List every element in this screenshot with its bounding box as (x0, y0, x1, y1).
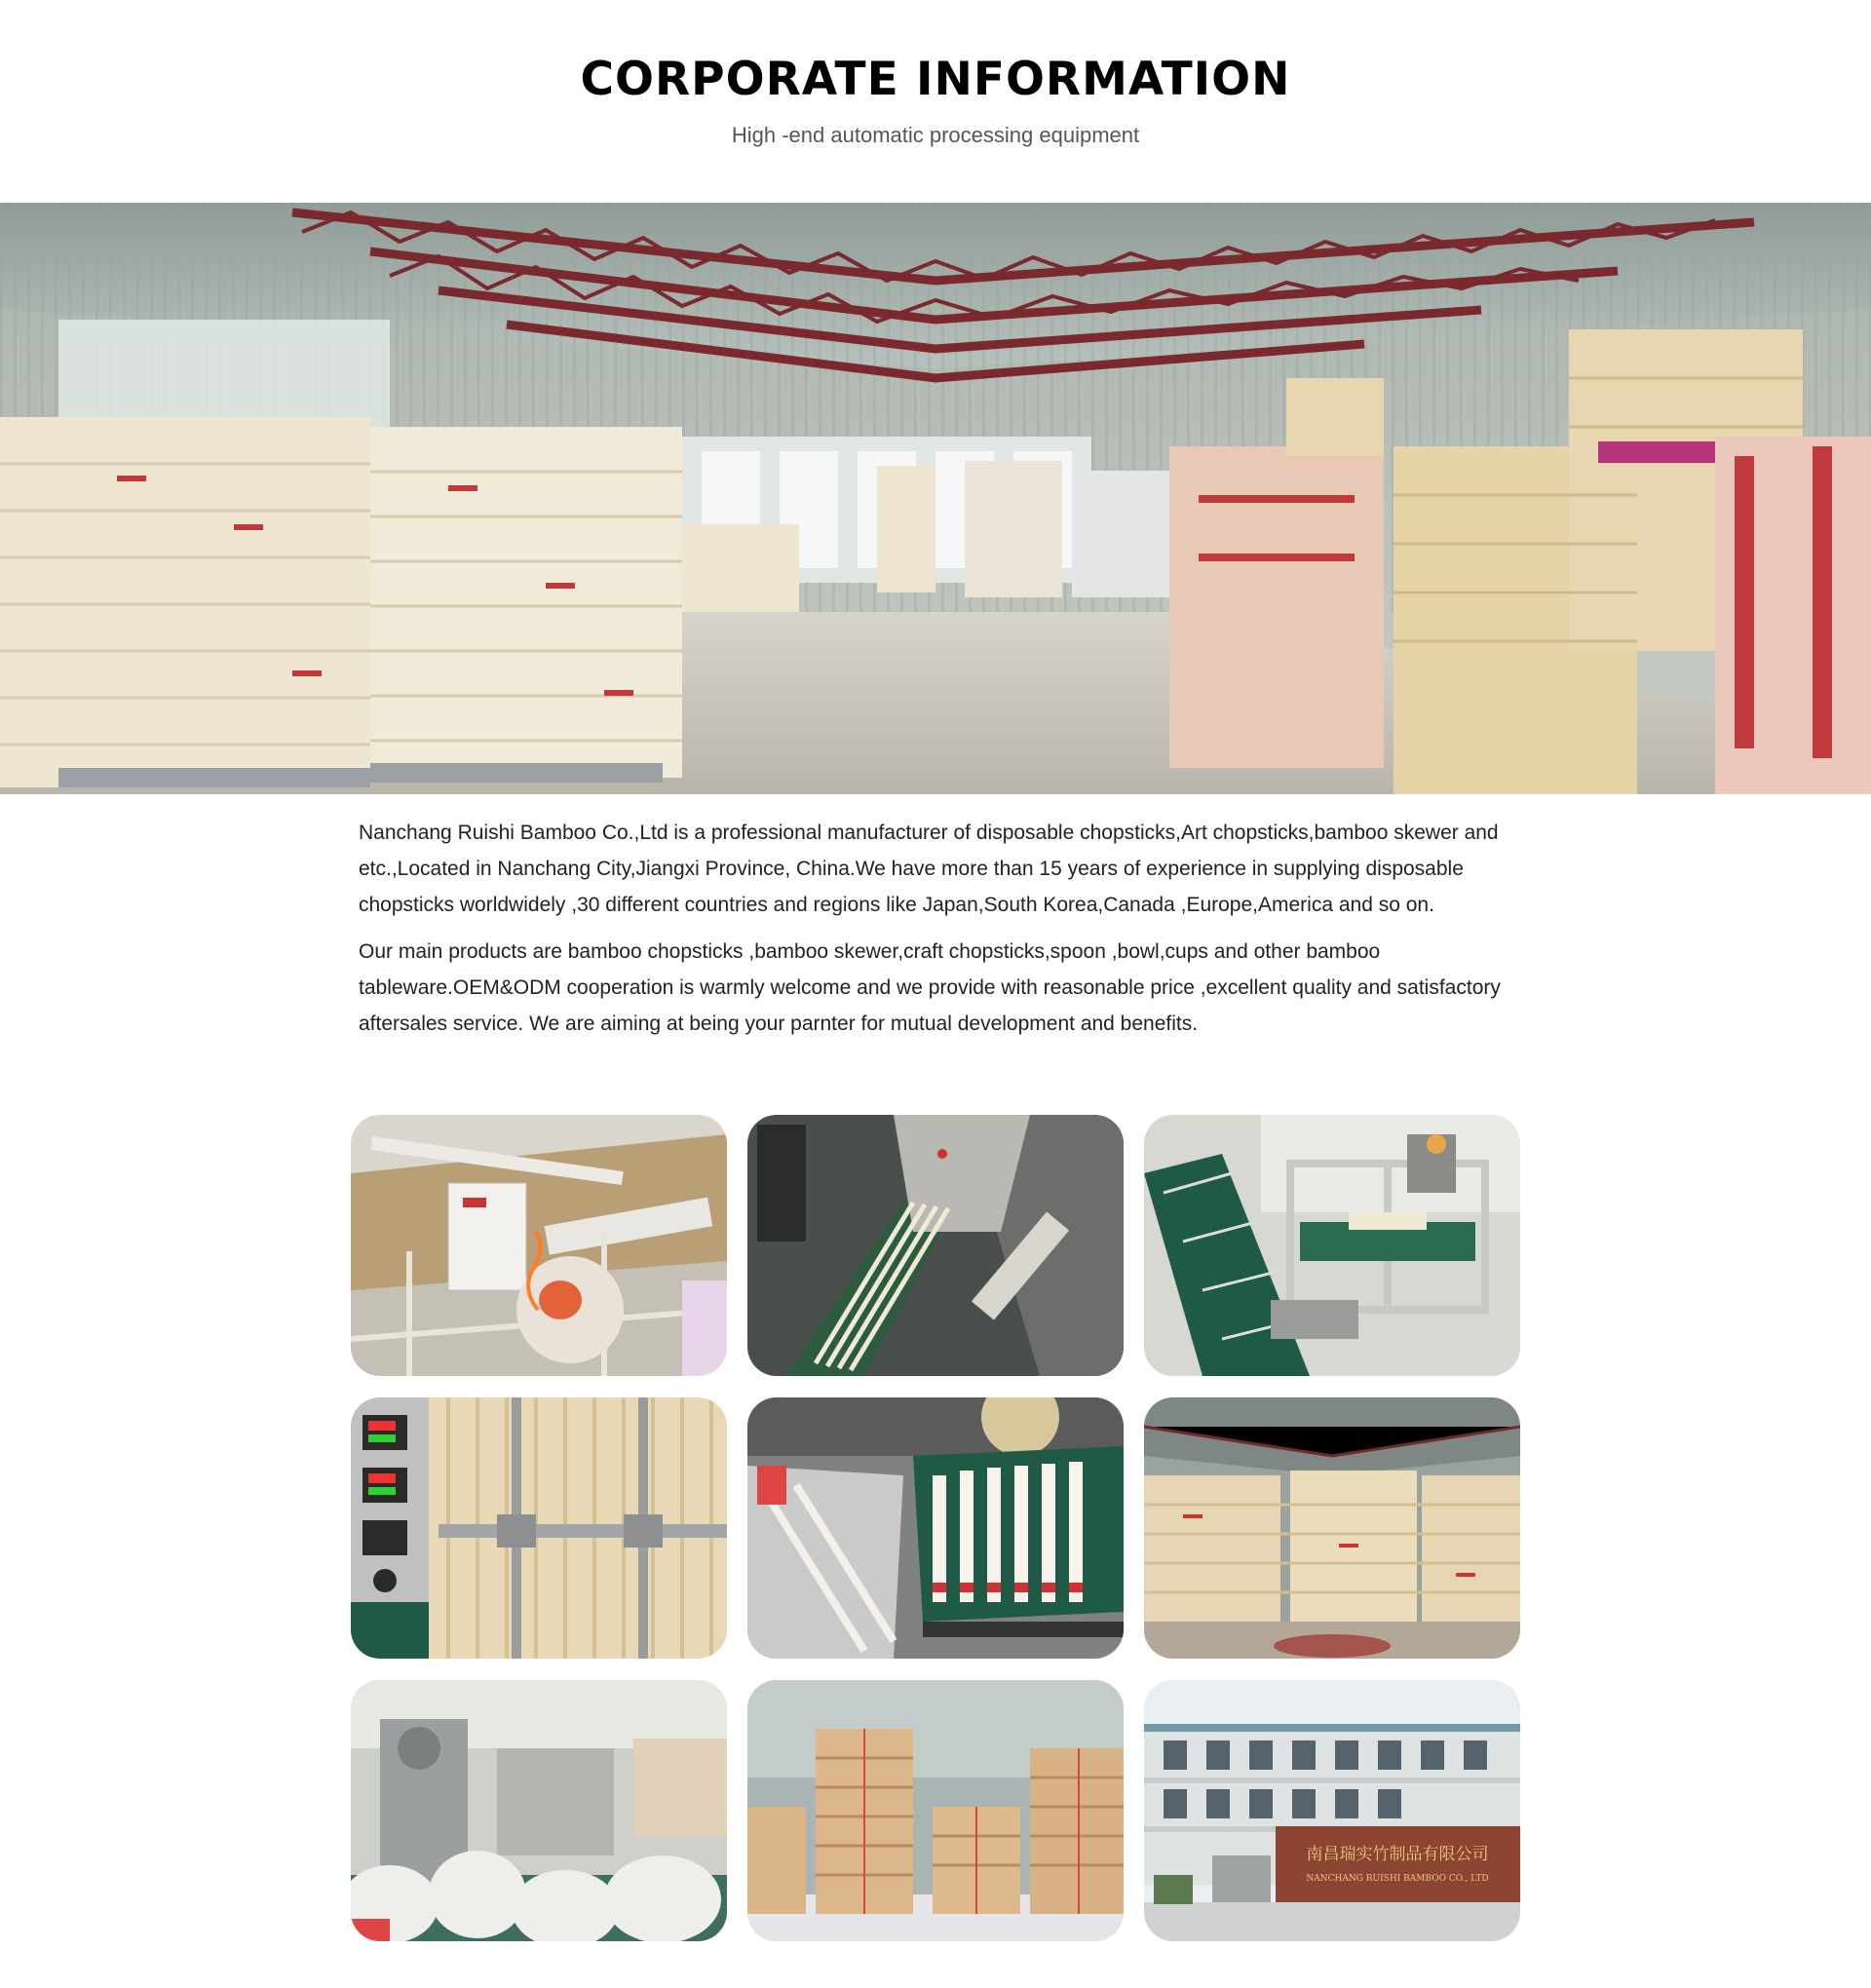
page-subtitle: High -end automatic processing equipment (731, 123, 1140, 147)
building-sign-chinese: 南昌瑞实竹制品有限公司 (1306, 1845, 1489, 1864)
gallery-photo-wrapped-chopsticks (747, 1397, 1124, 1659)
warehouse-hero-image (0, 203, 1871, 794)
company-description (359, 815, 1520, 1052)
gallery-photo-packing (747, 1115, 1124, 1376)
gallery-photo-workshop (351, 1680, 727, 1941)
factory-photo-gallery (351, 1115, 1520, 1941)
gallery-photo-machine (351, 1115, 727, 1376)
gallery-photo-control-panel (351, 1397, 727, 1659)
page-title: CORPORATE INFORMATION (580, 53, 1291, 106)
description-paragraph: Nanchang Ruishi Bamboo Co.,Ltd is a professional manufacturer of disposable chopsticks,Art chopsticks,bamboo skewer and etc.,Located in Nanchang City,Jiangxi Province, China.We have more than 15 years of experience in supplying disposable chopsticks worldwidely ,30 different countries and regions like Japan,South Korea,Canada ,Europe,America and so on. (359, 822, 1499, 916)
gallery-photo-bamboo-stacks (747, 1680, 1124, 1941)
description-paragraph: Our main products are bamboo chopsticks ,bamboo skewer,craft chopsticks,spoon ,bowl,cups and other bamboo tableware.OEM&ODM cooperation is warmly welcome and we provide with reasonable price ,excellent quality and satisfactory aftersales service. We are aiming at being your parnter for mutual development and benefits. (359, 940, 1501, 1035)
gallery-photo-warehouse-stacks (1144, 1397, 1520, 1659)
building-sign-english: NANCHANG RUISHI BAMBOO CO., LTD (1306, 1874, 1489, 1884)
gallery-photo-factory-building (1144, 1680, 1520, 1941)
gallery-photo-conveyor (1144, 1115, 1520, 1376)
